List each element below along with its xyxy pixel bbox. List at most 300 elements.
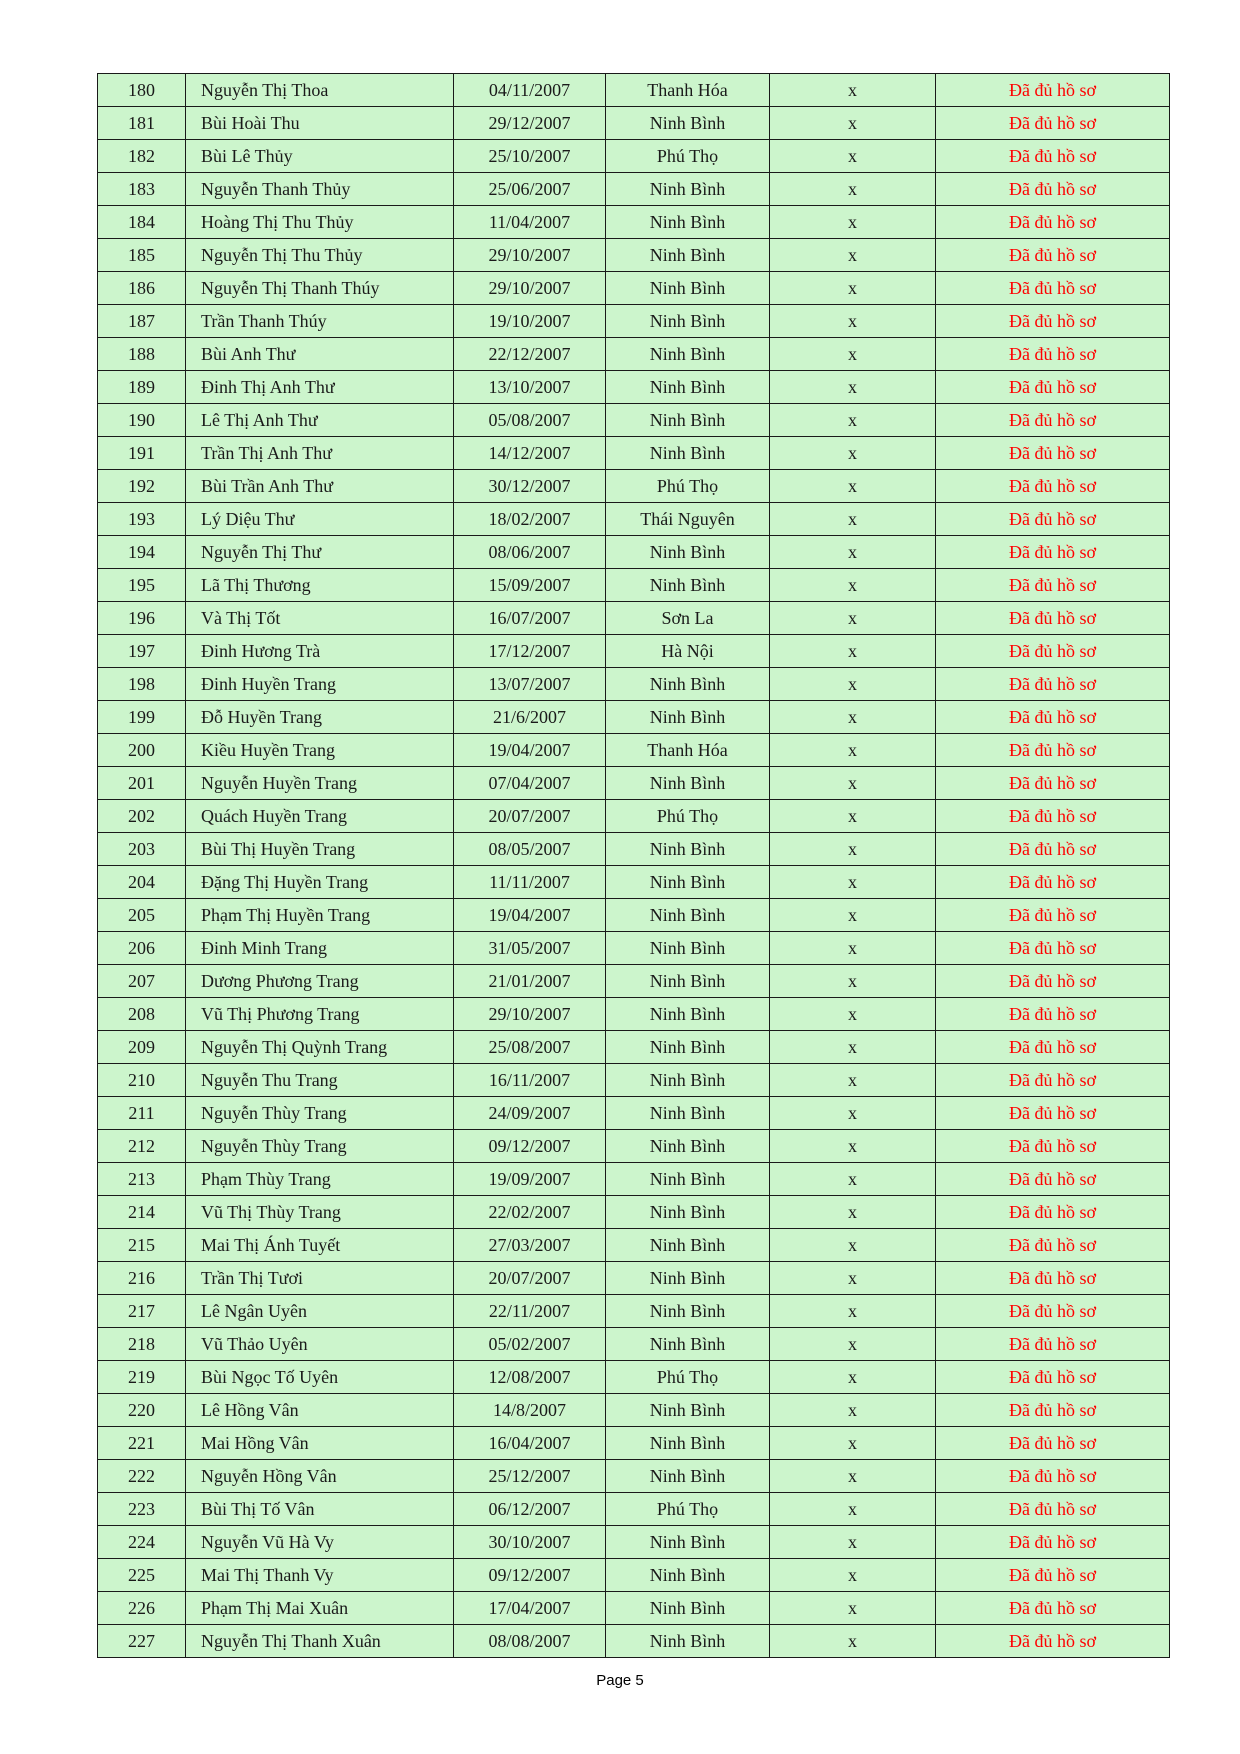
birth-date-cell: 15/09/2007: [454, 569, 606, 602]
hometown-cell: Ninh Bình: [606, 305, 770, 338]
check-mark-cell: x: [770, 899, 936, 932]
hometown-cell: Ninh Bình: [606, 1163, 770, 1196]
hometown-cell: Ninh Bình: [606, 437, 770, 470]
hometown-cell: Ninh Bình: [606, 1196, 770, 1229]
table-row: [98, 1196, 1170, 1229]
status-cell: Đã đủ hồ sơ: [936, 140, 1170, 173]
hometown-cell: Ninh Bình: [606, 866, 770, 899]
check-mark-cell: x: [770, 503, 936, 536]
table-row: [98, 635, 1170, 668]
hometown-cell: Ninh Bình: [606, 1295, 770, 1328]
status-cell: Đã đủ hồ sơ: [936, 767, 1170, 800]
check-mark-cell: x: [770, 1229, 936, 1262]
birth-date-cell: 07/04/2007: [454, 767, 606, 800]
check-mark-cell: x: [770, 173, 936, 206]
status-cell: Đã đủ hồ sơ: [936, 833, 1170, 866]
row-number-cell: 205: [98, 899, 186, 932]
row-number-cell: 220: [98, 1394, 186, 1427]
birth-date-cell: 14/12/2007: [454, 437, 606, 470]
status-cell: Đã đủ hồ sơ: [936, 899, 1170, 932]
birth-date-cell: 22/11/2007: [454, 1295, 606, 1328]
status-cell: Đã đủ hồ sơ: [936, 1427, 1170, 1460]
check-mark-cell: x: [770, 74, 936, 107]
row-number-cell: 211: [98, 1097, 186, 1130]
table-row: [98, 899, 1170, 932]
birth-date-cell: 31/05/2007: [454, 932, 606, 965]
row-number-cell: 191: [98, 437, 186, 470]
row-number-cell: 186: [98, 272, 186, 305]
birth-date-cell: 17/04/2007: [454, 1592, 606, 1625]
hometown-cell: Thanh Hóa: [606, 734, 770, 767]
full-name-cell: Bùi Thị Huyền Trang: [186, 833, 454, 866]
check-mark-cell: x: [770, 701, 936, 734]
row-number-cell: 213: [98, 1163, 186, 1196]
check-mark-cell: x: [770, 734, 936, 767]
row-number-cell: 200: [98, 734, 186, 767]
row-number-cell: 195: [98, 569, 186, 602]
check-mark-cell: x: [770, 800, 936, 833]
row-number-cell: 207: [98, 965, 186, 998]
hometown-cell: Ninh Bình: [606, 1460, 770, 1493]
status-cell: Đã đủ hồ sơ: [936, 701, 1170, 734]
row-number-cell: 223: [98, 1493, 186, 1526]
full-name-cell: Nguyễn Thanh Thủy: [186, 173, 454, 206]
birth-date-cell: 25/06/2007: [454, 173, 606, 206]
hometown-cell: Ninh Bình: [606, 404, 770, 437]
full-name-cell: Nguyễn Huyền Trang: [186, 767, 454, 800]
birth-date-cell: 21/6/2007: [454, 701, 606, 734]
check-mark-cell: x: [770, 1097, 936, 1130]
birth-date-cell: 19/09/2007: [454, 1163, 606, 1196]
row-number-cell: 210: [98, 1064, 186, 1097]
full-name-cell: Đinh Hương Trà: [186, 635, 454, 668]
check-mark-cell: x: [770, 437, 936, 470]
status-cell: Đã đủ hồ sơ: [936, 437, 1170, 470]
check-mark-cell: x: [770, 1262, 936, 1295]
birth-date-cell: 05/08/2007: [454, 404, 606, 437]
full-name-cell: Bùi Trần Anh Thư: [186, 470, 454, 503]
status-cell: Đã đủ hồ sơ: [936, 1361, 1170, 1394]
table-row: [98, 701, 1170, 734]
birth-date-cell: 25/10/2007: [454, 140, 606, 173]
table-row: [98, 1031, 1170, 1064]
status-cell: Đã đủ hồ sơ: [936, 1592, 1170, 1625]
table-row: [98, 1592, 1170, 1625]
check-mark-cell: x: [770, 272, 936, 305]
table-row: [98, 305, 1170, 338]
hometown-cell: Ninh Bình: [606, 1097, 770, 1130]
row-number-cell: 215: [98, 1229, 186, 1262]
table-row: [98, 470, 1170, 503]
status-cell: Đã đủ hồ sơ: [936, 239, 1170, 272]
full-name-cell: Nguyễn Thị Thoa: [186, 74, 454, 107]
check-mark-cell: x: [770, 1460, 936, 1493]
hometown-cell: Ninh Bình: [606, 1064, 770, 1097]
row-number-cell: 218: [98, 1328, 186, 1361]
full-name-cell: Nguyễn Thu Trang: [186, 1064, 454, 1097]
check-mark-cell: x: [770, 635, 936, 668]
row-number-cell: 214: [98, 1196, 186, 1229]
row-number-cell: 208: [98, 998, 186, 1031]
hometown-cell: Ninh Bình: [606, 1328, 770, 1361]
birth-date-cell: 25/08/2007: [454, 1031, 606, 1064]
check-mark-cell: x: [770, 1427, 936, 1460]
full-name-cell: Nguyễn Thị Thanh Thúy: [186, 272, 454, 305]
row-number-cell: 224: [98, 1526, 186, 1559]
status-cell: Đã đủ hồ sơ: [936, 173, 1170, 206]
check-mark-cell: x: [770, 1031, 936, 1064]
status-cell: Đã đủ hồ sơ: [936, 1130, 1170, 1163]
hometown-cell: Ninh Bình: [606, 899, 770, 932]
full-name-cell: Phạm Thùy Trang: [186, 1163, 454, 1196]
hometown-cell: Thanh Hóa: [606, 74, 770, 107]
table-row: [98, 437, 1170, 470]
hometown-cell: Phú Thọ: [606, 800, 770, 833]
birth-date-cell: 17/12/2007: [454, 635, 606, 668]
table-row: [98, 503, 1170, 536]
birth-date-cell: 29/12/2007: [454, 107, 606, 140]
table-row: [98, 1262, 1170, 1295]
status-cell: Đã đủ hồ sơ: [936, 1625, 1170, 1658]
birth-date-cell: 16/07/2007: [454, 602, 606, 635]
status-cell: Đã đủ hồ sơ: [936, 1394, 1170, 1427]
full-name-cell: Bùi Hoài Thu: [186, 107, 454, 140]
row-number-cell: 189: [98, 371, 186, 404]
birth-date-cell: 08/08/2007: [454, 1625, 606, 1658]
check-mark-cell: x: [770, 107, 936, 140]
hometown-cell: Thái Nguyên: [606, 503, 770, 536]
status-cell: Đã đủ hồ sơ: [936, 569, 1170, 602]
birth-date-cell: 06/12/2007: [454, 1493, 606, 1526]
hometown-cell: Phú Thọ: [606, 1493, 770, 1526]
birth-date-cell: 05/02/2007: [454, 1328, 606, 1361]
hometown-cell: Ninh Bình: [606, 569, 770, 602]
birth-date-cell: 29/10/2007: [454, 239, 606, 272]
table-row: [98, 536, 1170, 569]
full-name-cell: Lê Ngân Uyên: [186, 1295, 454, 1328]
table-row: [98, 1328, 1170, 1361]
table-body: [98, 74, 1170, 1658]
row-number-cell: 182: [98, 140, 186, 173]
full-name-cell: Nguyễn Thị Thu Thủy: [186, 239, 454, 272]
check-mark-cell: x: [770, 1196, 936, 1229]
birth-date-cell: 18/02/2007: [454, 503, 606, 536]
full-name-cell: Trần Thị Tươi: [186, 1262, 454, 1295]
hometown-cell: Ninh Bình: [606, 536, 770, 569]
status-cell: Đã đủ hồ sơ: [936, 1295, 1170, 1328]
check-mark-cell: x: [770, 140, 936, 173]
check-mark-cell: x: [770, 1064, 936, 1097]
birth-date-cell: 27/03/2007: [454, 1229, 606, 1262]
check-mark-cell: x: [770, 602, 936, 635]
table-row: [98, 569, 1170, 602]
full-name-cell: Vũ Thảo Uyên: [186, 1328, 454, 1361]
row-number-cell: 190: [98, 404, 186, 437]
full-name-cell: Đặng Thị Huyền Trang: [186, 866, 454, 899]
hometown-cell: Ninh Bình: [606, 272, 770, 305]
check-mark-cell: x: [770, 1328, 936, 1361]
page-number: Page 5: [596, 1672, 644, 1689]
birth-date-cell: 08/05/2007: [454, 833, 606, 866]
check-mark-cell: x: [770, 767, 936, 800]
birth-date-cell: 09/12/2007: [454, 1559, 606, 1592]
birth-date-cell: 19/10/2007: [454, 305, 606, 338]
row-number-cell: 198: [98, 668, 186, 701]
table-row: [98, 140, 1170, 173]
row-number-cell: 197: [98, 635, 186, 668]
status-cell: Đã đủ hồ sơ: [936, 602, 1170, 635]
status-cell: Đã đủ hồ sơ: [936, 107, 1170, 140]
status-cell: Đã đủ hồ sơ: [936, 1493, 1170, 1526]
check-mark-cell: x: [770, 1559, 936, 1592]
birth-date-cell: 12/08/2007: [454, 1361, 606, 1394]
birth-date-cell: 24/09/2007: [454, 1097, 606, 1130]
table-row: [98, 1130, 1170, 1163]
row-number-cell: 227: [98, 1625, 186, 1658]
table-row: [98, 1460, 1170, 1493]
row-number-cell: 209: [98, 1031, 186, 1064]
full-name-cell: Quách Huyền Trang: [186, 800, 454, 833]
row-number-cell: 180: [98, 74, 186, 107]
full-name-cell: Mai Thị Ánh Tuyết: [186, 1229, 454, 1262]
hometown-cell: Ninh Bình: [606, 998, 770, 1031]
check-mark-cell: x: [770, 338, 936, 371]
full-name-cell: Nguyễn Thị Quỳnh Trang: [186, 1031, 454, 1064]
status-cell: Đã đủ hồ sơ: [936, 503, 1170, 536]
full-name-cell: Đinh Minh Trang: [186, 932, 454, 965]
table-row: [98, 74, 1170, 107]
table-row: [98, 1394, 1170, 1427]
row-number-cell: 226: [98, 1592, 186, 1625]
status-cell: Đã đủ hồ sơ: [936, 1328, 1170, 1361]
hometown-cell: Phú Thọ: [606, 470, 770, 503]
table-row: [98, 767, 1170, 800]
hometown-cell: Ninh Bình: [606, 1427, 770, 1460]
birth-date-cell: 16/04/2007: [454, 1427, 606, 1460]
full-name-cell: Phạm Thị Huyền Trang: [186, 899, 454, 932]
hometown-cell: Ninh Bình: [606, 1031, 770, 1064]
status-cell: Đã đủ hồ sơ: [936, 965, 1170, 998]
hometown-cell: Ninh Bình: [606, 173, 770, 206]
full-name-cell: Nguyễn Thị Thư: [186, 536, 454, 569]
check-mark-cell: x: [770, 1592, 936, 1625]
hometown-cell: Ninh Bình: [606, 1625, 770, 1658]
row-number-cell: 185: [98, 239, 186, 272]
row-number-cell: 221: [98, 1427, 186, 1460]
full-name-cell: Nguyễn Thùy Trang: [186, 1130, 454, 1163]
check-mark-cell: x: [770, 569, 936, 602]
full-name-cell: Dương Phương Trang: [186, 965, 454, 998]
row-number-cell: 184: [98, 206, 186, 239]
status-cell: Đã đủ hồ sơ: [936, 932, 1170, 965]
birth-date-cell: 21/01/2007: [454, 965, 606, 998]
status-cell: Đã đủ hồ sơ: [936, 305, 1170, 338]
check-mark-cell: x: [770, 1361, 936, 1394]
table-row: [98, 998, 1170, 1031]
full-name-cell: Phạm Thị Mai Xuân: [186, 1592, 454, 1625]
row-number-cell: 225: [98, 1559, 186, 1592]
hometown-cell: Ninh Bình: [606, 1229, 770, 1262]
full-name-cell: Đinh Huyền Trang: [186, 668, 454, 701]
status-cell: Đã đủ hồ sơ: [936, 1262, 1170, 1295]
check-mark-cell: x: [770, 239, 936, 272]
table-row: [98, 866, 1170, 899]
check-mark-cell: x: [770, 536, 936, 569]
birth-date-cell: 19/04/2007: [454, 734, 606, 767]
row-number-cell: 201: [98, 767, 186, 800]
status-cell: Đã đủ hồ sơ: [936, 734, 1170, 767]
check-mark-cell: x: [770, 1163, 936, 1196]
table-row: [98, 1229, 1170, 1262]
status-cell: Đã đủ hồ sơ: [936, 404, 1170, 437]
row-number-cell: 193: [98, 503, 186, 536]
birth-date-cell: 09/12/2007: [454, 1130, 606, 1163]
hometown-cell: Ninh Bình: [606, 701, 770, 734]
check-mark-cell: x: [770, 1493, 936, 1526]
status-cell: Đã đủ hồ sơ: [936, 1229, 1170, 1262]
full-name-cell: Nguyễn Vũ Hà Vy: [186, 1526, 454, 1559]
hometown-cell: Ninh Bình: [606, 668, 770, 701]
check-mark-cell: x: [770, 1394, 936, 1427]
hometown-cell: Sơn La: [606, 602, 770, 635]
table-row: [98, 602, 1170, 635]
check-mark-cell: x: [770, 866, 936, 899]
status-cell: Đã đủ hồ sơ: [936, 1196, 1170, 1229]
status-cell: Đã đủ hồ sơ: [936, 1031, 1170, 1064]
check-mark-cell: x: [770, 833, 936, 866]
check-mark-cell: x: [770, 668, 936, 701]
table-row: [98, 1361, 1170, 1394]
table-row: [98, 1427, 1170, 1460]
row-number-cell: 219: [98, 1361, 186, 1394]
row-number-cell: 192: [98, 470, 186, 503]
hometown-cell: Ninh Bình: [606, 767, 770, 800]
hometown-cell: Phú Thọ: [606, 140, 770, 173]
row-number-cell: 222: [98, 1460, 186, 1493]
table-row: [98, 107, 1170, 140]
full-name-cell: Trần Thanh Thúy: [186, 305, 454, 338]
row-number-cell: 181: [98, 107, 186, 140]
birth-date-cell: 08/06/2007: [454, 536, 606, 569]
status-cell: Đã đủ hồ sơ: [936, 1097, 1170, 1130]
full-name-cell: Đinh Thị Anh Thư: [186, 371, 454, 404]
hometown-cell: Phú Thọ: [606, 1361, 770, 1394]
birth-date-cell: 11/04/2007: [454, 206, 606, 239]
full-name-cell: Bùi Ngọc Tố Uyên: [186, 1361, 454, 1394]
full-name-cell: Bùi Thị Tố Vân: [186, 1493, 454, 1526]
row-number-cell: 216: [98, 1262, 186, 1295]
hometown-cell: Ninh Bình: [606, 371, 770, 404]
check-mark-cell: x: [770, 965, 936, 998]
table-row: [98, 932, 1170, 965]
table-row: [98, 338, 1170, 371]
status-cell: Đã đủ hồ sơ: [936, 206, 1170, 239]
check-mark-cell: x: [770, 206, 936, 239]
full-name-cell: Vũ Thị Phương Trang: [186, 998, 454, 1031]
status-cell: Đã đủ hồ sơ: [936, 800, 1170, 833]
full-name-cell: Kiều Huyền Trang: [186, 734, 454, 767]
table-row: [98, 1163, 1170, 1196]
hometown-cell: Ninh Bình: [606, 1592, 770, 1625]
check-mark-cell: x: [770, 371, 936, 404]
table-row: [98, 1625, 1170, 1658]
row-number-cell: 183: [98, 173, 186, 206]
row-number-cell: 203: [98, 833, 186, 866]
table-row: [98, 800, 1170, 833]
status-cell: Đã đủ hồ sơ: [936, 272, 1170, 305]
check-mark-cell: x: [770, 1295, 936, 1328]
check-mark-cell: x: [770, 1130, 936, 1163]
table-row: [98, 173, 1170, 206]
birth-date-cell: 19/04/2007: [454, 899, 606, 932]
full-name-cell: Nguyễn Thùy Trang: [186, 1097, 454, 1130]
birth-date-cell: 25/12/2007: [454, 1460, 606, 1493]
birth-date-cell: 14/8/2007: [454, 1394, 606, 1427]
full-name-cell: Và Thị Tốt: [186, 602, 454, 635]
row-number-cell: 204: [98, 866, 186, 899]
status-cell: Đã đủ hồ sơ: [936, 635, 1170, 668]
status-cell: Đã đủ hồ sơ: [936, 1064, 1170, 1097]
check-mark-cell: x: [770, 305, 936, 338]
birth-date-cell: 30/10/2007: [454, 1526, 606, 1559]
full-name-cell: Nguyễn Hồng Vân: [186, 1460, 454, 1493]
status-cell: Đã đủ hồ sơ: [936, 668, 1170, 701]
table-row: [98, 371, 1170, 404]
table-row: [98, 734, 1170, 767]
hometown-cell: Ninh Bình: [606, 1559, 770, 1592]
birth-date-cell: 13/10/2007: [454, 371, 606, 404]
status-cell: Đã đủ hồ sơ: [936, 470, 1170, 503]
full-name-cell: Lê Thị Anh Thư: [186, 404, 454, 437]
hometown-cell: Ninh Bình: [606, 932, 770, 965]
table-row: [98, 1295, 1170, 1328]
table-row: [98, 833, 1170, 866]
hometown-cell: Ninh Bình: [606, 1130, 770, 1163]
full-name-cell: Mai Thị Thanh Vy: [186, 1559, 454, 1592]
full-name-cell: Lê Hồng Vân: [186, 1394, 454, 1427]
hometown-cell: Hà Nội: [606, 635, 770, 668]
check-mark-cell: x: [770, 1625, 936, 1658]
row-number-cell: 187: [98, 305, 186, 338]
birth-date-cell: 30/12/2007: [454, 470, 606, 503]
table-row: [98, 1097, 1170, 1130]
birth-date-cell: 13/07/2007: [454, 668, 606, 701]
full-name-cell: Lý Diệu Thư: [186, 503, 454, 536]
status-cell: Đã đủ hồ sơ: [936, 371, 1170, 404]
table-row: [98, 1493, 1170, 1526]
birth-date-cell: 20/07/2007: [454, 1262, 606, 1295]
birth-date-cell: 29/10/2007: [454, 998, 606, 1031]
full-name-cell: Lã Thị Thương: [186, 569, 454, 602]
check-mark-cell: x: [770, 932, 936, 965]
birth-date-cell: 20/07/2007: [454, 800, 606, 833]
student-records-table: [97, 73, 1170, 1658]
status-cell: Đã đủ hồ sơ: [936, 536, 1170, 569]
hometown-cell: Ninh Bình: [606, 338, 770, 371]
full-name-cell: Nguyễn Thị Thanh Xuân: [186, 1625, 454, 1658]
birth-date-cell: 11/11/2007: [454, 866, 606, 899]
row-number-cell: 196: [98, 602, 186, 635]
table-row: [98, 206, 1170, 239]
status-cell: Đã đủ hồ sơ: [936, 1460, 1170, 1493]
full-name-cell: Vũ Thị Thùy Trang: [186, 1196, 454, 1229]
hometown-cell: Ninh Bình: [606, 965, 770, 998]
full-name-cell: Bùi Anh Thư: [186, 338, 454, 371]
full-name-cell: Trần Thị Anh Thư: [186, 437, 454, 470]
status-cell: Đã đủ hồ sơ: [936, 1163, 1170, 1196]
full-name-cell: Bùi Lê Thủy: [186, 140, 454, 173]
status-cell: Đã đủ hồ sơ: [936, 866, 1170, 899]
